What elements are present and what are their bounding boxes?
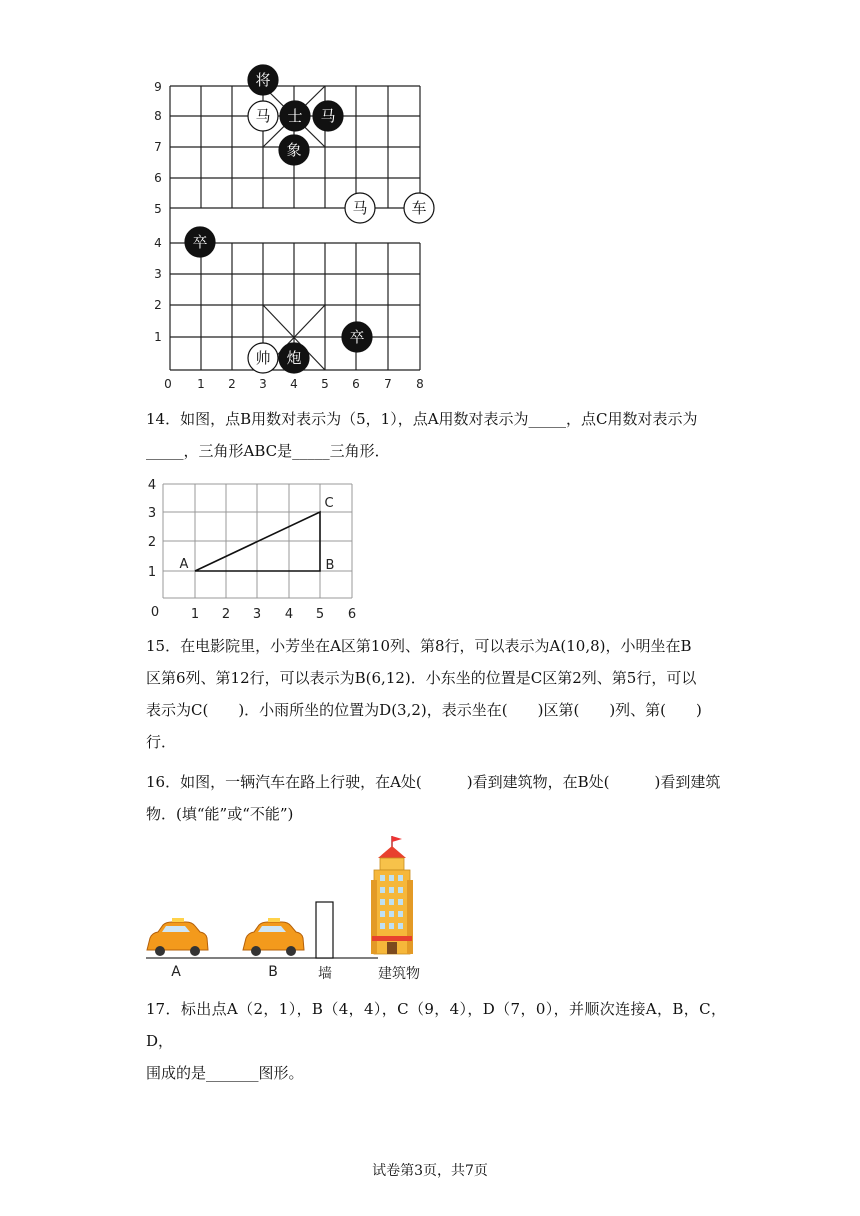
xiangqi-piece [185,227,215,257]
x-tick-label: 6 [352,377,360,391]
xiangqi-piece [345,193,375,223]
q14-line-1: 14．如图，点B用数对表示为（5，1），点A用数对表示为_____，点C用数对表示为 [146,410,698,428]
xiangqi-piece [248,101,278,131]
label-a: A [171,964,181,980]
building-icon [371,836,413,954]
q16-line-2: 物．(填“能”或“不能”) [146,805,294,823]
x-tick-label: 3 [252,607,262,622]
x-tick-label: 4 [284,607,294,622]
y-tick-label: 8 [154,109,162,123]
x-tick-label: 6 [347,607,357,622]
piece-label: 马 [352,199,368,217]
y-tick-label: 1 [147,565,157,580]
x-tick-label: 0 [150,605,160,620]
q16-car-figure [140,830,440,985]
q17-line-1: 17．标出点A（2，1），B（4，4），C（9，4），D（7，0），并顺次连接A，B，C，D， [146,1000,726,1050]
y-tick-label: 3 [147,506,157,521]
x-tick-label: 1 [197,377,205,391]
q14-grid-figure [140,475,370,625]
piece-label: 马 [320,107,336,125]
board-pieces [185,65,434,373]
x-tick-label: 8 [416,377,424,391]
point-label-b: B [325,558,335,573]
x-tick-label: 1 [190,607,200,622]
q16-line-1: 16．如图，一辆汽车在路上行驶，在A处( )看到建筑物，在B处( )看到建筑 [146,773,721,791]
xiangqi-piece [342,322,372,352]
x-tick-label: 2 [221,607,231,622]
x-tick-label: 5 [321,377,329,391]
xiangqi-piece [313,101,343,131]
question-15 [146,630,726,758]
q14-line-2: _____，三角形ABC是_____三角形． [146,442,390,460]
x-tick-label: 4 [290,377,298,391]
xiangqi-piece [248,343,278,373]
y-tick-label: 2 [147,535,157,550]
q15-line-1: 15．在电影院里，小芳坐在A区第10列、第8行，可以表示为A(10,8)，小明坐在B [146,637,692,655]
x-tick-label: 3 [259,377,267,391]
q15-line-3: 表示为C( )．小雨所坐的位置为D(3,2)，表示坐在( )区第( )列、第( ) [146,701,702,719]
q15-line-2: 区第6列、第12行，可以表示为B(6,12)．小东坐的位置是C区第2列、第5行，可以 [146,669,697,687]
xiangqi-piece [280,101,310,131]
q15-line-4: 行． [146,733,177,751]
label-building: 建筑物 [378,966,420,982]
piece-label: 炮 [286,349,302,367]
x-tick-label: 5 [315,607,325,622]
xiangqi-piece [248,65,278,95]
q14-axis-labels [148,478,356,622]
piece-label: 车 [411,199,427,217]
y-tick-label: 7 [154,140,162,154]
y-tick-label: 4 [147,478,157,493]
xiangqi-piece [279,343,309,373]
y-tick-label: 3 [154,267,162,281]
xiangqi-piece [279,135,309,165]
x-tick-label: 0 [164,377,172,391]
piece-label: 卒 [192,233,208,251]
y-tick-label: 2 [154,298,162,312]
q17-line-2: 围成的是_______图形。 [146,1064,304,1082]
xiangqi-board-figure [140,64,450,400]
label-wall: 墙 [318,966,332,982]
y-tick-label: 4 [154,236,162,250]
car-b-icon [243,918,304,956]
piece-label: 帅 [255,349,271,367]
label-b: B [268,964,278,980]
y-tick-label: 9 [154,80,162,94]
question-14 [146,403,726,467]
piece-label: 卒 [349,328,365,346]
piece-label: 马 [255,107,271,125]
point-label-a: A [179,557,189,572]
point-label-c: C [324,496,334,511]
y-tick-label: 6 [154,171,162,185]
piece-label: 象 [286,141,302,159]
y-tick-label: 1 [154,330,162,344]
x-tick-label: 2 [228,377,236,391]
wall-shape [316,902,333,958]
piece-label: 士 [287,107,303,125]
x-tick-label: 7 [384,377,392,391]
question-16 [146,766,726,830]
page-footer: 试卷第3页，共7页 [372,1163,488,1179]
piece-label: 将 [255,71,271,89]
question-17 [146,993,726,1089]
y-tick-label: 5 [154,202,162,216]
xiangqi-piece [404,193,434,223]
car-a-icon [147,918,208,956]
